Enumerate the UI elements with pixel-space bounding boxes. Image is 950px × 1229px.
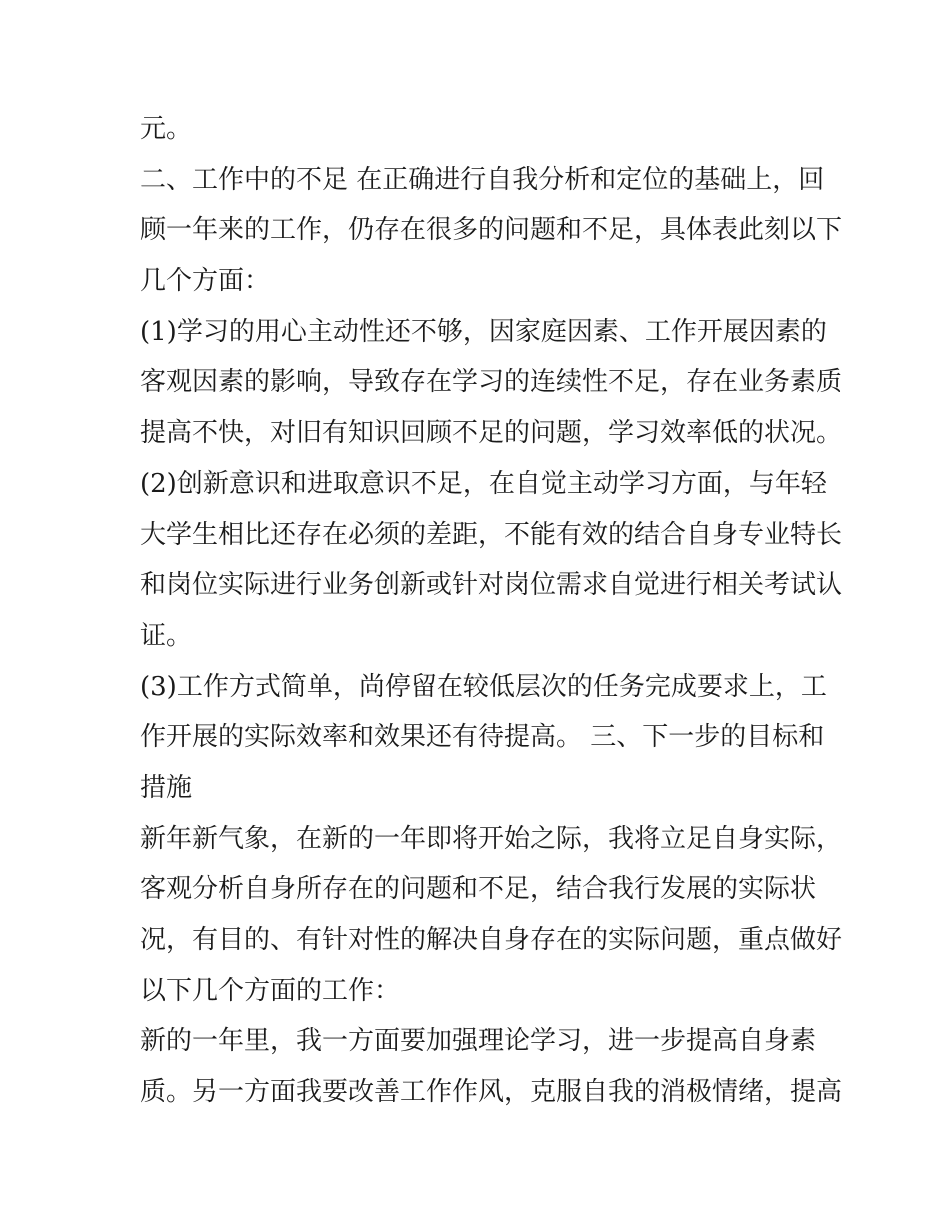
text-line: 新年新气象，在新的一年即将开始之际，我将立足自身实际，	[140, 823, 843, 854]
text-line: (3)工作方式简单，尚停留在较低层次的任务完成要求上，工	[140, 671, 827, 702]
text-line: 措施	[140, 772, 193, 803]
text-line: 元。	[140, 114, 193, 144]
text-line: 客观分析自身所存在的问题和不足，结合我行发展的实际状	[140, 874, 817, 905]
text-line: 证。	[140, 620, 193, 651]
text-line: 顾一年来的工作，仍存在很多的问题和不足，具体表此刻以下	[140, 215, 843, 246]
text-line: (1)学习的用心主动性还不够，因家庭因素、工作开展因素的	[140, 316, 827, 347]
text-line: 况，有目的、有针对性的解决自身存在的实际问题，重点做好	[140, 925, 843, 955]
text-line: 几个方面：	[140, 266, 271, 297]
text-line: 大学生相比还存在必须的差距，不能有效的结合自身专业特长	[140, 519, 843, 550]
text-line: 作开展的实际效率和效果还有待提高。 三、下一步的目标和	[140, 722, 825, 753]
text-line: 二、工作中的不足 在正确进行自我分析和定位的基础上，回	[140, 164, 825, 195]
text-line: 客观因素的影响，导致存在学习的连续性不足，存在业务素质	[140, 367, 843, 398]
text-line: (2)创新意识和进取意识不足，在自觉主动学习方面，与年轻	[140, 468, 827, 499]
text-line: 提高不快，对旧有知识回顾不足的问题，学习效率低的状况。	[140, 418, 843, 449]
text-line: 质。另一方面我要改善工作作风，克服自我的消极情绪，提高	[140, 1077, 843, 1108]
document-body	[140, 104, 843, 1118]
text-line: 以下几个方面的工作：	[140, 975, 401, 1006]
text-line: 新的一年里，我一方面要加强理论学习，进一步提高自身素	[140, 1026, 817, 1057]
text-line: 和岗位实际进行业务创新或针对岗位需求自觉进行相关考试认	[140, 570, 843, 601]
